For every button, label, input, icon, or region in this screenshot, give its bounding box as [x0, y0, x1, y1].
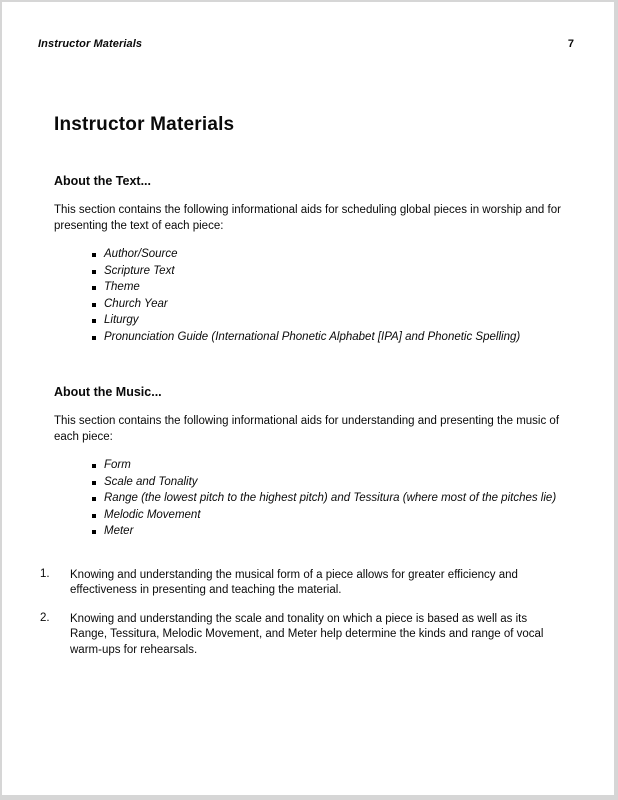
- note-text: Knowing and understanding the musical form of a piece allows for greater efficiency and effectiveness in presenting and teaching the material.: [70, 568, 518, 596]
- bullet-item: [92, 477, 566, 489]
- bullet-text: Church Year: [104, 297, 168, 310]
- bullet-item: [92, 249, 566, 261]
- page-number: 7: [567, 38, 574, 50]
- bullet-text: Scale and Tonality: [104, 475, 198, 488]
- bullet-text: Form: [104, 459, 131, 471]
- section-heading-music: About the Music...: [54, 385, 162, 399]
- bullet-item: [92, 299, 566, 311]
- running-header-title: Instructor Materials: [38, 38, 143, 50]
- bullet-item: [92, 493, 566, 505]
- document-title: Instructor Materials: [54, 114, 235, 135]
- square-bullet-icon: [92, 497, 96, 501]
- bullet-item: [92, 332, 566, 344]
- note-item: [40, 568, 566, 599]
- section-intro-text: This section contains the following informational aids for scheduling global pieces in worship and for presenting the text of each piece:: [54, 204, 561, 232]
- square-bullet-icon: [92, 481, 96, 485]
- bullet-text: Liturgy: [104, 314, 139, 326]
- square-bullet-icon: [92, 319, 96, 323]
- note-item: [40, 612, 566, 659]
- bullet-text: Melodic Movement: [104, 508, 201, 521]
- bullet-text: Range (the lowest pitch to the highest pitch) and Tessitura (where most of the pitches lie): [104, 492, 557, 504]
- bullet-text: Scripture Text: [104, 264, 175, 277]
- bullet-text: Theme: [104, 281, 140, 293]
- bullet-text: Pronunciation Guide (International Phonetic Alphabet [IPA] and Phonetic Spelling): [104, 330, 521, 343]
- bullet-item: [92, 266, 566, 278]
- bullet-list-text: [54, 249, 566, 343]
- bullet-item: [92, 460, 566, 472]
- bullet-item: [92, 526, 566, 538]
- section-heading-text: About the Text...: [54, 174, 151, 188]
- bullet-text: Meter: [104, 525, 134, 537]
- running-header: [2, 2, 614, 50]
- square-bullet-icon: [92, 253, 96, 257]
- bullet-text: Author/Source: [104, 248, 178, 260]
- bullet-list-music: [54, 460, 566, 538]
- bullet-item: [92, 315, 566, 327]
- square-bullet-icon: [92, 464, 96, 468]
- square-bullet-icon: [92, 286, 96, 290]
- square-bullet-icon: [92, 514, 96, 518]
- bullet-item: [92, 282, 566, 294]
- numbered-notes-list: [40, 568, 566, 659]
- square-bullet-icon: [92, 270, 96, 274]
- section-about-the-music: [54, 385, 566, 538]
- note-number: 2.: [40, 611, 50, 624]
- square-bullet-icon: [92, 530, 96, 534]
- note-number: 1.: [40, 567, 50, 580]
- note-text: Knowing and understanding the scale and tonality on which a piece is based as well as its Range, Tessitura, Melodic Movement, and Meter help determine the kinds and range of vocal warm-ups for rehearsals.: [70, 612, 544, 656]
- square-bullet-icon: [92, 303, 96, 307]
- section-intro-music: This section contains the following informational aids for understanding and presenting the music of each piece:: [54, 415, 560, 443]
- bullet-item: [92, 510, 566, 522]
- square-bullet-icon: [92, 336, 96, 340]
- section-about-the-text: [54, 174, 566, 343]
- document-page: [2, 2, 614, 795]
